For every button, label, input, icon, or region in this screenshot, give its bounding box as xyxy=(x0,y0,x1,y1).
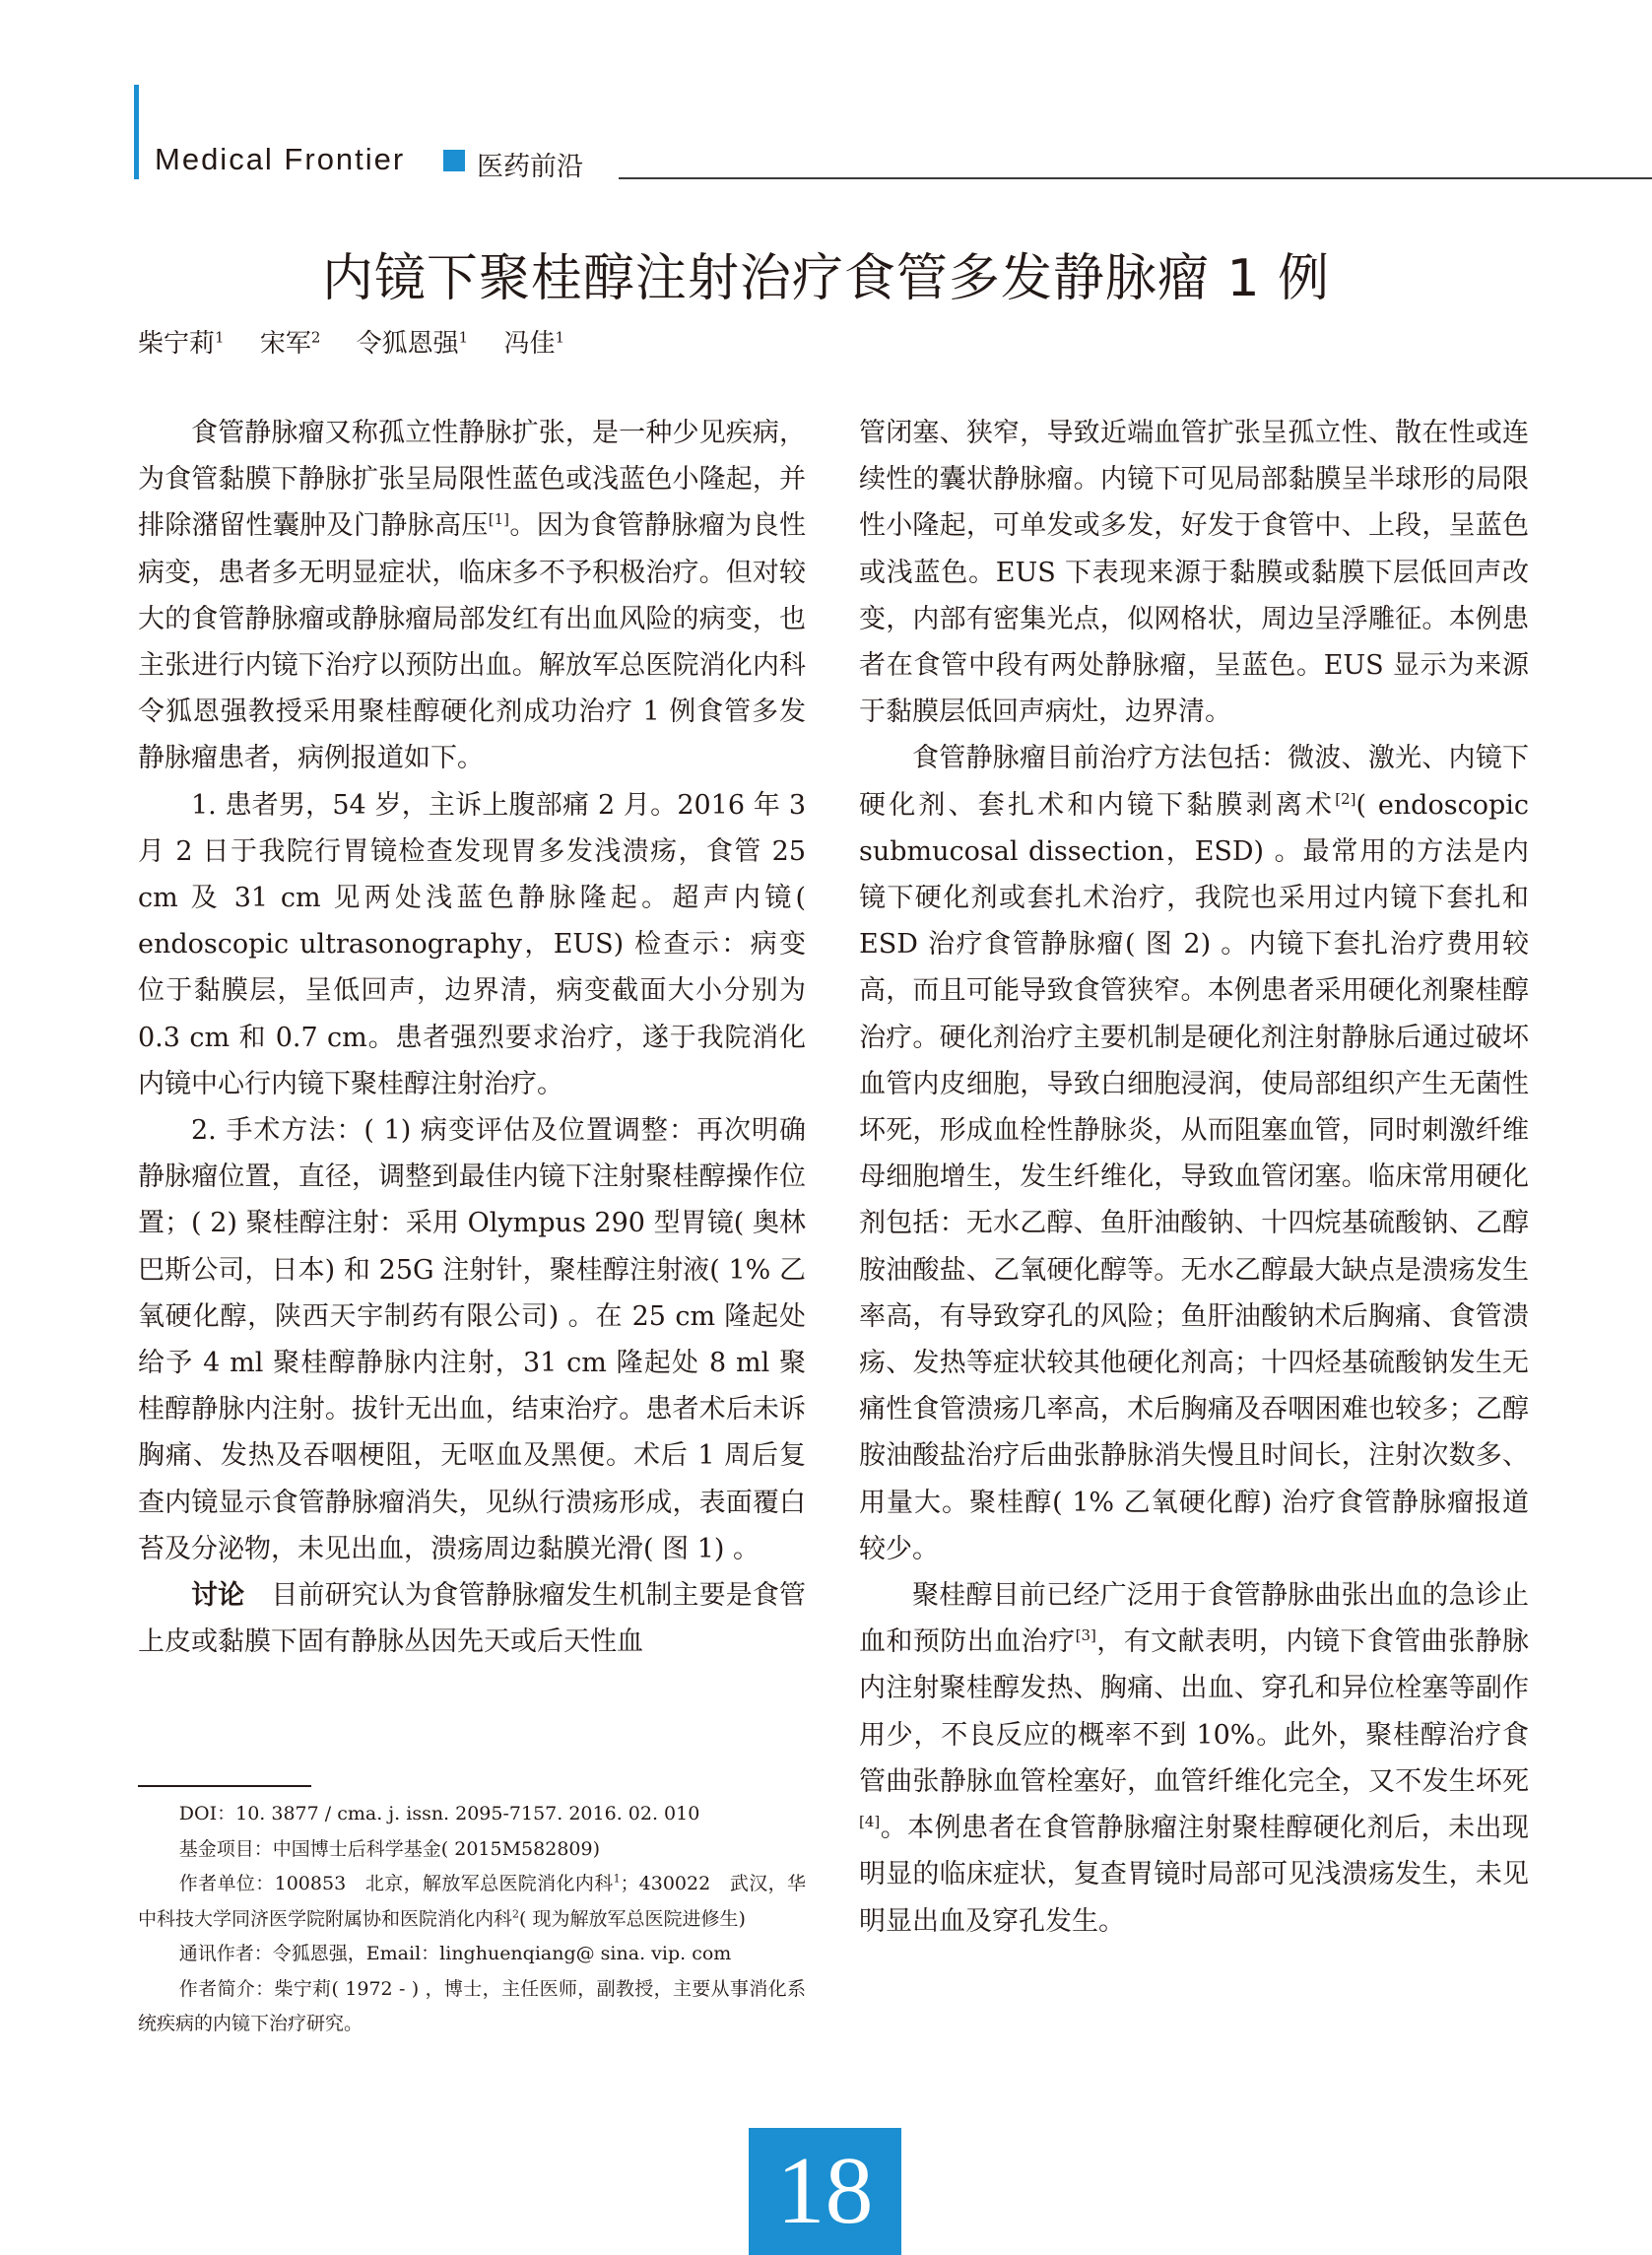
author-list xyxy=(138,323,592,360)
citation-ref: [1] xyxy=(488,510,509,529)
paragraph-discussion: 讨论 目前研究认为食管静脉瘤发生机制主要是食管上皮或黏膜下固有静脉丛因先天或后天性血 xyxy=(138,1580,807,1658)
article-title: 内镜下聚桂醇注射治疗食管多发静脉瘤 1 例 xyxy=(321,249,1331,308)
paragraph-continued: 管闭塞、狭窄，导致近端血管扩张呈孤立性、散在性或连续性的囊状静脉瘤。内镜下可见局部黏膜呈半球形的局限性小隆起，可单发或多发，好发于食管中、上段，呈蓝色或浅蓝色。EUS 下表现来源于黏膜或黏膜下层低回声改变，内部有密集光点，似网格状，周边呈浮雕征。本例患者在食管中段有两处静脉瘤，呈蓝色。EUS 显示为来源于黏膜层低回声病灶，边界清。 xyxy=(859,418,1529,728)
header-accent-bar xyxy=(134,85,139,179)
header-rule xyxy=(619,177,1652,179)
header-square-icon xyxy=(443,150,465,171)
journal-section-english: Medical Frontier xyxy=(155,142,406,176)
journal-section-chinese: 医药前沿 xyxy=(477,152,583,182)
paragraph-polidocanol: 聚桂醇目前已经广泛用于食管静脉曲张出血的急诊止血和预防出血治疗[3]，有文献表明，内镜下食管曲张静脉内注射聚桂醇发热、胸痛、出血、穿孔和异位栓塞等副作用少，不良反应的概率不到 10%。此外，聚桂醇治疗食管曲张静脉血管栓塞好，血管纤维化完全，又不发生坏死[4]。本例患者在食管静脉瘤注射聚桂醇硬化剂后，未出现明显的临床症状，复查胃镜时局部可见浅溃疡发生，未见明显出血及穿孔发生。 xyxy=(859,1580,1530,1937)
citation-ref: [4] xyxy=(859,1813,881,1831)
footnotes xyxy=(138,1797,806,2042)
paragraph-treatment: 食管静脉瘤目前治疗方法包括：微波、激光、内镜下硬化剂、套扎术和内镜下黏膜剥离术[2]( endoscopic submucosal dissection，ESD) 。最常用的方法是内镜下硬化剂或套扎术治疗，我院也采用过内镜下套扎和 ESD 治疗食管静脉瘤( 图 2) 。内镜下套扎治疗费用较高，而且可能导致食管狭窄。本例患者采用硬化剂聚桂醇治疗。硬化剂治疗主要机制是硬化剂注射静脉后通过破坏血管内皮细胞，导致白细胞浸润，使局部组织产生无菌性坏死，形成血栓性静脉炎，从而阻塞血管，同时刺激纤维母细胞增生，发生纤维化，导致血管闭塞。临床常用硬化剂包括：无水乙醇、鱼肝油酸钠、十四烷基硫酸钠、乙醇胺油酸盐、乙氧硬化醇等。无水乙醇最大缺点是溃疡发生率高，有导致穿孔的风险；鱼肝油酸钠术后胸痛、食管溃疡、发热等症状较其他硬化剂高；十四烃基硫酸钠发生无痛性食管溃疡几率高，术后胸痛及吞咽困难也较多；乙醇胺油酸盐治疗后曲张静脉消失慢且时间长，注射次数多、用量大。聚桂醇( 1% 乙氧硬化醇) 治疗食管静脉瘤报道较少。 xyxy=(859,743,1529,1564)
footnote-rule xyxy=(138,1785,311,1787)
discussion-heading: 讨论 xyxy=(191,1580,245,1612)
footnote-fund: 基金项目：中国博士后科学基金( 2015M582809) xyxy=(178,1837,601,1860)
footnote-doi: DOI：10. 3877 / cma. j. issn. 2095-7157. 2016. 02. 010 xyxy=(178,1803,700,1824)
citation-ref: [2] xyxy=(1335,789,1356,808)
right-column xyxy=(859,410,1529,1945)
paragraph-case: 1. 患者男，54 岁，主诉上腹部痛 2 月。2016 年 3 月 2 日于我院行胃镜检查发现胃多发浅溃疡，食管 25 cm 及 31 cm 见两处浅蓝色静脉隆起。超声内镜( endoscopic ultrasonography，EUS) 检查示：病变位于黏膜层，呈低回声，边界清，病变截面大小分别为 0.3 cm 和 0.7 cm。患者强烈要求治疗，遂于我院消化内镜中心行内镜下聚桂醇注射治疗。 xyxy=(138,789,806,1099)
paragraph-method: 2. 手术方法：( 1) 病变评估及位置调整：再次明确静脉瘤位置，直径，调整到最佳内镜下注射聚桂醇操作位置；( 2) 聚桂醇注射：采用 Olympus 290 型胃镜( 奥林巴斯公司，日本) 和 25G 注射针，聚桂醇注射液( 1% 乙氧硬化醇，陕西天宇制药有限公司) 。在 25 cm 隆起处给予 4 ml 聚桂醇静脉内注射，31 cm 隆起处 8 ml 聚桂醇静脉内注射。拔针无出血，结束治疗。患者术后未诉胸痛、发热及吞咽梗阻，无呕血及黑便。术后 1 周后复查内镜显示食管静脉瘤消失，见纵行溃疡形成，表面覆白苔及分泌物，未见出血，溃疡周边黏膜光滑( 图 1) 。 xyxy=(138,1115,806,1564)
author: 冯佳$^1$ xyxy=(503,328,565,359)
author: 宋军$^2$ xyxy=(259,328,321,359)
left-column xyxy=(138,410,806,1665)
page-number: 18 xyxy=(749,2128,901,2255)
author: 令狐恩强$^1$ xyxy=(356,328,469,359)
paragraph-intro: 食管静脉瘤又称孤立性静脉扩张，是一种少见疾病，为食管黏膜下静脉扩张呈局限性蓝色或浅蓝色小隆起，并排除潴留性囊肿及门静脉高压[1]。因为食管静脉瘤为良性病变，患者多无明显症状，临床多不予积极治疗。但对较大的食管静脉瘤或静脉瘤局部发红有出血风险的病变，也主张进行内镜下治疗以预防出血。解放军总医院消化内科令狐恩强教授采用聚桂醇硬化剂成功治疗 1 例食管多发静脉瘤患者，病例报道如下。 xyxy=(138,418,807,774)
footnote-bio: 作者简介：柴宁莉( 1972 - ) ，博士，主任医师，副教授，主要从事消化系统疾病的内镜下治疗研究。 xyxy=(138,1977,806,2034)
author: 柴宁莉$^1$ xyxy=(138,328,225,359)
citation-ref: [3] xyxy=(1075,1626,1096,1645)
footnote-corresponding: 通讯作者：令狐恩强，Email：linghuenqiang@ sina. vip. com xyxy=(178,1943,732,1964)
footnote-affiliation: 作者单位：100853 北京，解放军总医院消化内科$^1$；430022 武汉，华中科技大学同济医学院附属协和医院消化内科$^2$( 现为解放军总医院进修生) xyxy=(138,1872,806,1930)
